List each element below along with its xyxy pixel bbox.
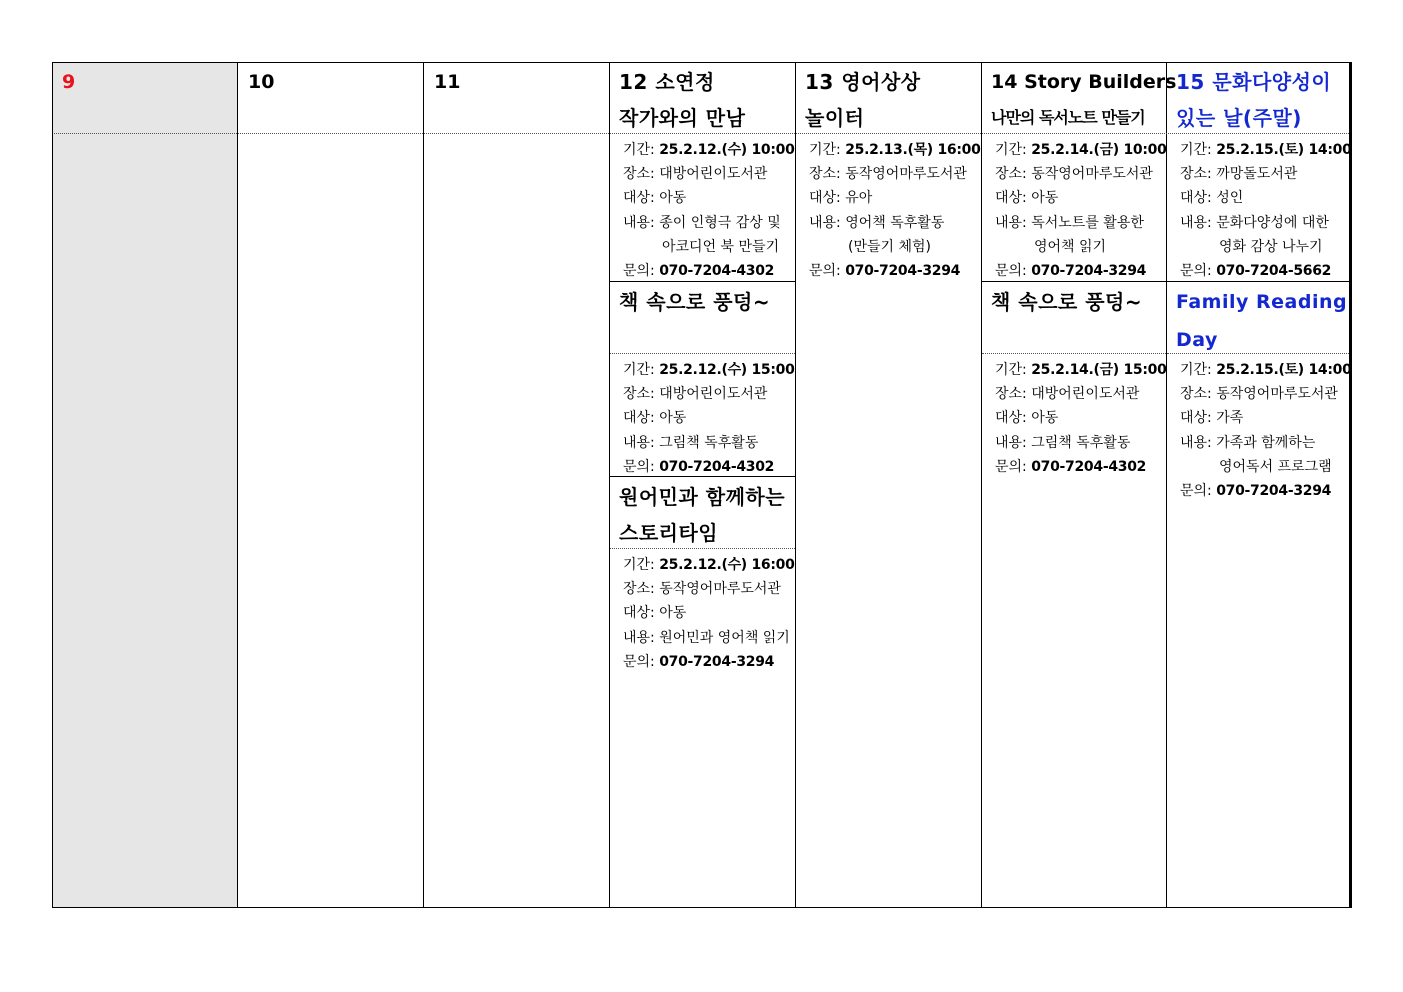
contact-value: 070-7204-3294 — [659, 653, 775, 670]
period-value: 25.2.14.(금) 15:00 — [1031, 362, 1167, 378]
period-value: 25.2.14.(금) 10:00 — [1031, 142, 1167, 158]
content-value-line2: 아코디언 북 만들기 — [662, 238, 780, 255]
day-cell-11 — [424, 62, 610, 908]
label-target: 대상: — [995, 190, 1027, 207]
program-title — [991, 64, 1176, 100]
label-period: 기간: — [1180, 362, 1212, 378]
program-info-12a — [623, 138, 795, 283]
header-divider — [52, 133, 1349, 134]
label-target: 대상: — [623, 605, 655, 622]
program-title: Family Reading — [1176, 291, 1348, 313]
title-line: 영어상상 — [841, 70, 921, 94]
title-line: 문화다양성이 — [1212, 70, 1332, 94]
calendar-week-table — [52, 62, 1352, 908]
program-title-line2: 스토리타임 — [619, 521, 719, 545]
contact-value: 070-7204-4302 — [1031, 458, 1147, 475]
contact-value: 070-7204-3294 — [1031, 263, 1147, 280]
divider — [982, 281, 1166, 282]
divider — [610, 476, 795, 477]
program-title-line2: 작가와의 만남 — [619, 106, 746, 130]
label-content: 내용: — [995, 434, 1027, 451]
label-place: 장소: — [809, 166, 841, 183]
divider — [610, 353, 795, 354]
contact-value: 070-7204-4302 — [659, 458, 775, 475]
program-title: 원어민과 함께하는 — [619, 485, 786, 509]
program-info-15b — [1180, 358, 1352, 503]
day-number: 11 — [434, 71, 461, 93]
day-number: 10 — [248, 71, 275, 93]
content-value-line2: 영화 감상 나누기 — [1219, 238, 1323, 255]
content-value: 영어책 독후활동 — [845, 214, 945, 231]
label-contact: 문의: — [809, 263, 841, 280]
contact-value: 070-7204-3294 — [845, 263, 961, 280]
day-cell-9 — [52, 62, 238, 908]
label-period: 기간: — [995, 142, 1027, 158]
label-place: 장소: — [623, 581, 655, 598]
target-value: 아동 — [1031, 410, 1059, 427]
label-period: 기간: — [623, 142, 655, 158]
label-place: 장소: — [995, 166, 1027, 183]
label-target: 대상: — [809, 190, 841, 207]
content-value-line2: 영어독서 프로그램 — [1219, 458, 1332, 475]
target-value: 아동 — [659, 410, 687, 427]
day-cell-15 — [1167, 62, 1352, 908]
program-info-12b — [623, 358, 795, 479]
period-value: 25.2.13.(목) 16:00 — [845, 142, 981, 158]
period-value: 25.2.12.(수) 16:00 — [659, 557, 795, 573]
day-cell-14 — [982, 62, 1177, 908]
place-value: 대방어린이도서관 — [659, 166, 768, 183]
divider — [982, 353, 1166, 354]
content-value-line2: (만들기 체험) — [848, 238, 931, 255]
program-title — [805, 64, 921, 100]
title-line: Story Builders — [1024, 71, 1177, 93]
content-value: 문화다양성에 대한 — [1216, 214, 1329, 231]
target-value: 아동 — [659, 605, 687, 622]
content-value: 독서노트를 활용한 — [1031, 214, 1144, 231]
label-place: 장소: — [995, 386, 1027, 403]
place-value: 동작영어마루도서관 — [1031, 166, 1153, 183]
day-cell-12 — [610, 62, 796, 908]
target-value: 성인 — [1216, 190, 1244, 207]
content-value: 그림책 독후활동 — [1031, 434, 1131, 451]
label-target: 대상: — [623, 410, 655, 427]
program-title-line2: 나만의 독서노트 만들기 — [991, 108, 1145, 127]
program-info-15a — [1180, 138, 1352, 283]
divider — [610, 548, 795, 549]
label-target: 대상: — [623, 190, 655, 207]
program-info-12c — [623, 553, 795, 674]
content-value: 원어민과 영어책 읽기 — [659, 629, 790, 646]
target-value: 유아 — [845, 190, 873, 207]
place-value: 동작영어마루도서관 — [659, 581, 781, 598]
label-period: 기간: — [623, 557, 655, 573]
day-number: 9 — [62, 71, 76, 93]
label-contact: 문의: — [995, 263, 1027, 280]
label-content: 내용: — [623, 434, 655, 451]
label-content: 내용: — [1180, 214, 1212, 231]
label-contact: 문의: — [623, 458, 655, 475]
day-number: 14 — [991, 71, 1018, 93]
label-contact: 문의: — [1180, 483, 1212, 500]
period-value: 25.2.15.(토) 14:00 — [1216, 362, 1352, 378]
label-contact: 문의: — [623, 653, 655, 670]
contact-value: 070-7204-4302 — [659, 263, 775, 280]
day-cell-10 — [238, 62, 424, 908]
program-title — [1176, 64, 1331, 100]
place-value: 까망돌도서관 — [1216, 166, 1298, 183]
label-place: 장소: — [623, 386, 655, 403]
day-number: 12 — [619, 70, 648, 94]
program-title — [619, 64, 715, 100]
target-value: 가족 — [1216, 410, 1244, 427]
label-contact: 문의: — [623, 263, 655, 280]
divider — [610, 281, 795, 282]
content-value-line2: 영어책 읽기 — [1034, 238, 1107, 255]
place-value: 동작영어마루도서관 — [845, 166, 967, 183]
content-value: 종이 인형극 감상 및 — [659, 214, 781, 231]
divider — [1167, 281, 1349, 282]
divider — [1167, 353, 1349, 354]
target-value: 아동 — [1031, 190, 1059, 207]
program-info-14a — [995, 138, 1167, 283]
program-title: 책 속으로 풍덩~ — [619, 290, 771, 314]
label-content: 내용: — [809, 214, 841, 231]
label-period: 기간: — [809, 142, 841, 158]
label-contact: 문의: — [995, 458, 1027, 475]
place-value: 대방어린이도서관 — [1031, 386, 1140, 403]
title-line: 소연정 — [655, 70, 715, 94]
program-info-13a — [809, 138, 981, 283]
label-content: 내용: — [1180, 434, 1212, 451]
label-place: 장소: — [623, 166, 655, 183]
label-content: 내용: — [995, 214, 1027, 231]
program-title-line2: Day — [1176, 329, 1218, 351]
label-period: 기간: — [623, 362, 655, 378]
program-title-line2: 있는 날(주말) — [1176, 106, 1302, 130]
place-value: 동작영어마루도서관 — [1216, 386, 1338, 403]
label-content: 내용: — [623, 629, 655, 646]
label-content: 내용: — [623, 214, 655, 231]
label-contact: 문의: — [1180, 263, 1212, 280]
label-target: 대상: — [1180, 190, 1212, 207]
content-value: 그림책 독후활동 — [659, 434, 759, 451]
contact-value: 070-7204-3294 — [1216, 483, 1332, 500]
label-target: 대상: — [995, 410, 1027, 427]
program-title: 책 속으로 풍덩~ — [991, 290, 1143, 314]
program-title-line2: 놀이터 — [805, 106, 865, 130]
contact-value: 070-7204-5662 — [1216, 263, 1332, 280]
period-value: 25.2.15.(토) 14:00 — [1216, 142, 1352, 158]
label-target: 대상: — [1180, 410, 1212, 427]
content-value: 가족과 함께하는 — [1216, 434, 1316, 451]
label-period: 기간: — [995, 362, 1027, 378]
label-place: 장소: — [1180, 166, 1212, 183]
day-number: 15 — [1176, 70, 1205, 94]
target-value: 아동 — [659, 190, 687, 207]
period-value: 25.2.12.(수) 10:00 — [659, 142, 795, 158]
label-period: 기간: — [1180, 142, 1212, 158]
day-cell-13 — [796, 62, 982, 908]
place-value: 대방어린이도서관 — [659, 386, 768, 403]
day-number: 13 — [805, 70, 834, 94]
period-value: 25.2.12.(수) 15:00 — [659, 362, 795, 378]
program-info-14b — [995, 358, 1167, 479]
label-place: 장소: — [1180, 386, 1212, 403]
